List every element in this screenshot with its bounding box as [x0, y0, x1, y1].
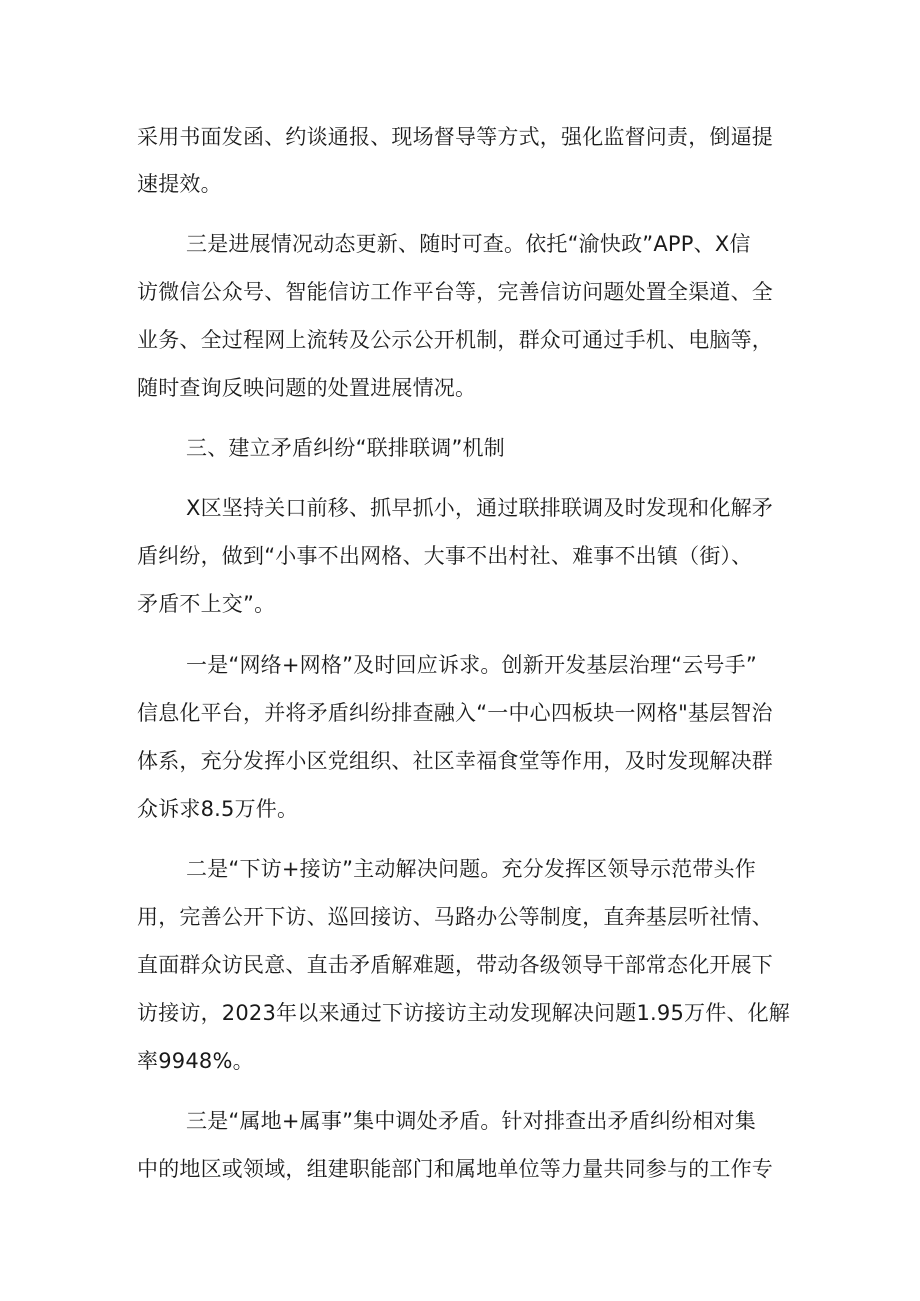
text-line: 体系，充分发挥小区党组织、社区幸福食堂等作用，及时发现解决群	[137, 749, 773, 773]
paragraph-start-line: 三是“属地+属事”集中调处矛盾。针对排查出矛盾纠纷相对集	[186, 1109, 756, 1133]
text-line: 采用书面发函、约谈通报、现场督导等方式，强化监督问责，倒逼提	[137, 125, 773, 149]
text-line: 业务、全过程网上流转及公示公开机制，群众可通过手机、电脑等，	[137, 328, 773, 352]
text-line: 率9948%。	[137, 1049, 254, 1073]
section-heading: 三、建立矛盾纠纷“联排联调”机制	[186, 436, 505, 460]
text-line: 访微信公众号、智能信访工作平台等，完善信访问题处置全渠道、全	[137, 280, 773, 304]
text-line: 盾纠纷，做到“小事不出网格、大事不出村社、难事不出镇（街）、	[137, 544, 753, 568]
paragraph-start-line: 一是“网络+网格”及时回应诉求。创新开发基层治理“云号手”	[186, 653, 757, 677]
paragraph-start-line: X区坚持关口前移、抓早抓小，通过联排联调及时发现和化解矛	[186, 496, 773, 520]
text-line: 信息化平台，并将矛盾纠纷排查融入“一中心四板块一网格"基层智治	[137, 701, 773, 725]
text-line: 矛盾不上交”。	[137, 592, 276, 616]
text-line: 直面群众访民意、直击矛盾解难题，带动各级领导干部常态化开展下	[137, 953, 773, 977]
text-line: 速提效。	[137, 172, 222, 196]
text-line: 用，完善公开下访、巡回接访、马路办公等制度，直奔基层听社情、	[137, 905, 773, 929]
paragraph-heading-line: 三是进展情况动态更新、随时可查。依托“渝快政”APP、X信	[186, 232, 751, 256]
paragraph-start-line: 二是“下访+接访”主动解决问题。充分发挥区领导示范带头作	[186, 857, 756, 881]
text-line: 中的地区或领域，组建职能部门和属地单位等力量共同参与的工作专	[137, 1157, 773, 1181]
text-line: 访接访，2023年以来通过下访接访主动发现解决问题1.95万件、化解	[137, 1001, 790, 1025]
text-line: 随时查询反映问题的处置进展情况。	[137, 376, 477, 400]
text-line: 众诉求8.5万件。	[137, 797, 299, 821]
